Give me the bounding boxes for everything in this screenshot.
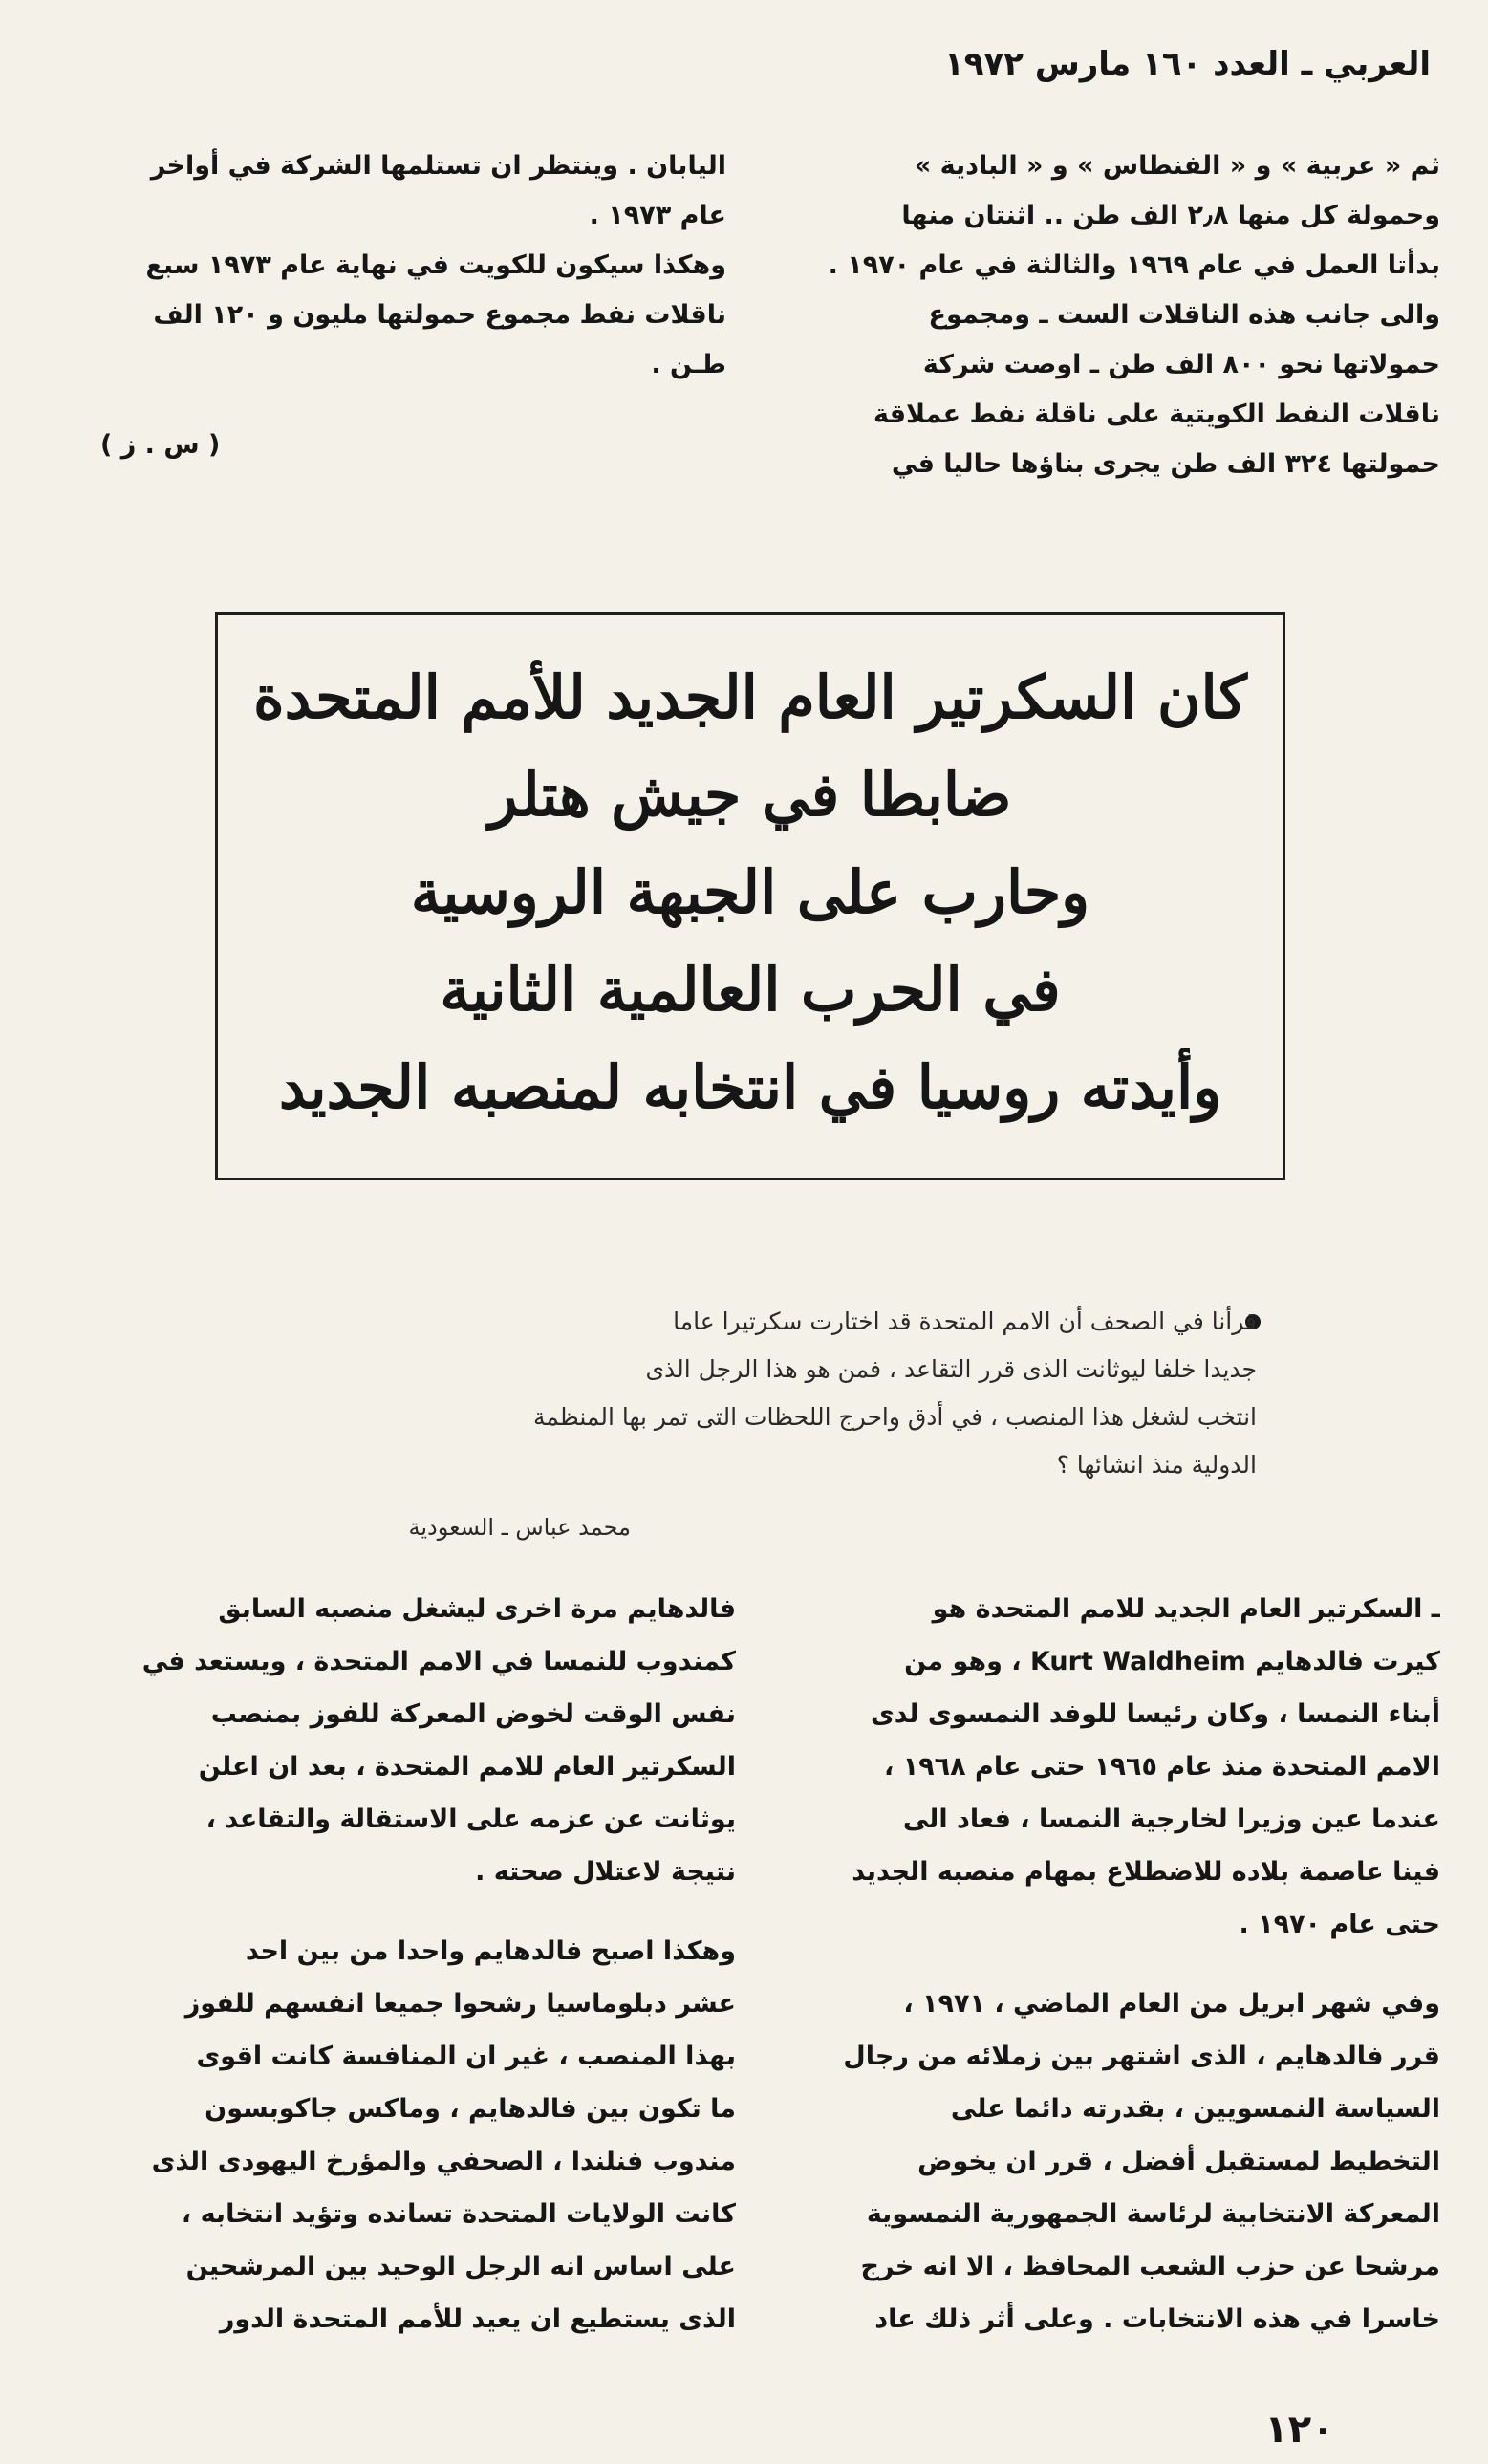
question-author: محمد عباس ـ السعودية [408,1514,631,1541]
text-line: قرر فالدهايم ، الذى اشتهر بين زملائه من رجال [843,2042,1440,2071]
text-line: الامم المتحدة منذ عام ١٩٦٥ حتى عام ١٩٦٨ ، [884,1752,1440,1782]
headline-line: كان السكرتير العام الجديد للأمم المتحدة [253,662,1247,732]
headline-box [215,612,1285,1180]
headline-line: ضابطا في جيش هتلر [488,760,1012,830]
text-line: خاسرا في هذه الانتخابات . وعلى أثر ذلك عاد [874,2304,1440,2334]
bottom-right-column [771,1583,1440,2345]
text-line: بدأتا العمل في عام ١٩٦٩ والثالثة في عام ١٩٧٠ . [828,250,1440,280]
text-line: حمولاتها نحو ٨٠٠ الف طن ـ اوصت شركة [922,350,1440,379]
headline-line: في الحرب العالمية الثانية [440,955,1061,1025]
text-line: ناقلات نفط مجموع حمولتها مليون و ١٢٠ الف [153,300,726,330]
text-line: حتى عام ١٩٧٠ . [1239,1910,1440,1939]
text-line: نتيجة لاعتلال صحته . [475,1857,736,1887]
text-line: ما تكون بين فالدهايم ، وماكس جاكوبسون [205,2094,736,2124]
reader-question [234,1298,1257,1489]
text-line: وفي شهر ابريل من العام الماضي ، ١٩٧١ ، [903,1989,1440,2019]
text-line: اليابان . وينتظر ان تستلمها الشركة في أواخر [150,151,726,181]
text-line: وهكذا سيكون للكويت في نهاية عام ١٩٧٣ سبع [145,250,726,280]
text-line: فالدهايم مرة اخرى ليشغل منصبه السابق [218,1594,736,1624]
text-line: بهذا المنصب ، غير ان المنافسة كانت اقوى [196,2042,736,2071]
text-line: انتخب لشغل هذا المنصب ، في أدق واحرج اللحظات التى تمر بها المنظمة [533,1403,1257,1431]
text-line: مرشحا عن حزب الشعب المحافظ ، الا انه خرج [860,2252,1440,2281]
text-line: كمندوب للنمسا في الامم المتحدة ، ويستعد في [141,1647,736,1676]
text-line: السكرتير العام للامم المتحدة ، بعد ان اعلن [198,1752,736,1782]
headline-line: وحارب على الجبهة الروسية [410,857,1090,927]
text-line: ـ السكرتير العام الجديد للامم المتحدة هو [932,1594,1440,1624]
text-line: ثم « عربية » و « الفنطاس » و « البادية » [914,151,1440,181]
text-line: جديدا خلفا ليوثانت الذى قرر التقاعد ، فمن هو هذا الرجل الذى [645,1355,1257,1383]
text-line: نفس الوقت لخوض المعركة للفوز بمنصب [210,1699,736,1729]
text-line: حمولتها ٣٢٤ الف طن يجرى بناؤها حاليا في [891,449,1440,479]
text-line: وهكذا اصبح فالدهايم واحدا من بين احد [245,1936,736,1966]
paragraph-gap [771,1951,1440,1978]
text-line: كانت الولايات المتحدة تسانده وتؤيد انتخابه ، [181,2199,736,2229]
text-line: الدولية منذ انشائها ؟ [1056,1451,1257,1479]
text-line: وحمولة كل منها ٢٫٨ الف طن .. اثنتان منها [901,201,1440,230]
text-line: كيرت فالدهايم Kurt Waldheim ، وهو من [904,1647,1440,1676]
text-line: طـن . [651,350,726,379]
text-line: على اساس انه الرجل الوحيد بين المرشحين [185,2252,736,2281]
text-line: عام ١٩٧٣ . [589,201,726,230]
text-line: عشر دبلوماسيا رشحوا جميعا انفسهم للفوز [184,1989,736,2019]
text-line: أبناء النمسا ، وكان رئيسا للوفد النمسوى لدى [870,1699,1440,1729]
paragraph-gap [67,1898,736,1925]
text-line: مندوب فنلندا ، الصحفي والمؤرخ اليهودى الذى [151,2147,736,2176]
bottom-left-column [67,1583,736,2345]
running-header: العربي ـ العدد ١٦٠ مارس ١٩٧٢ [943,45,1431,83]
text-line: يوثانت عن عزمه على الاستقالة والتقاعد ، [205,1805,736,1834]
text-line: الذى يستطيع ان يعيد للأمم المتحدة الدور [219,2304,736,2334]
text-line: ناقلات النفط الكويتية على ناقلة نفط عملاقة [873,400,1440,429]
text-line: المعركة الانتخابية لرئاسة الجمهورية النمسوية [866,2199,1440,2229]
text-line: السياسة النمسويين ، بقدرته دائما على [950,2094,1440,2124]
text-line: التخطيط لمستقبل أفضل ، قرر ان يخوض [917,2147,1440,2176]
headline-line: وأيدته روسيا في انتخابه لمنصبه الجديد [278,1052,1222,1122]
text-line: عندما عين وزيرا لخارجية النمسا ، فعاد الى [902,1805,1440,1834]
text-line: والى جانب هذه الناقلات الست ـ ومجموع [928,300,1440,330]
page-number: ١٢٠ [1264,2408,1335,2452]
text-line: قرأنا في الصحف أن الامم المتحدة قد اختارت سكرتيرا عاما [673,1308,1257,1335]
top-right-column [781,141,1440,489]
article-signature: ( س . ز ) [100,430,221,460]
text-line: فينا عاصمة بلاده للاضطلاع بمهام منصبه الجديد [852,1857,1440,1887]
top-left-column [67,141,726,470]
